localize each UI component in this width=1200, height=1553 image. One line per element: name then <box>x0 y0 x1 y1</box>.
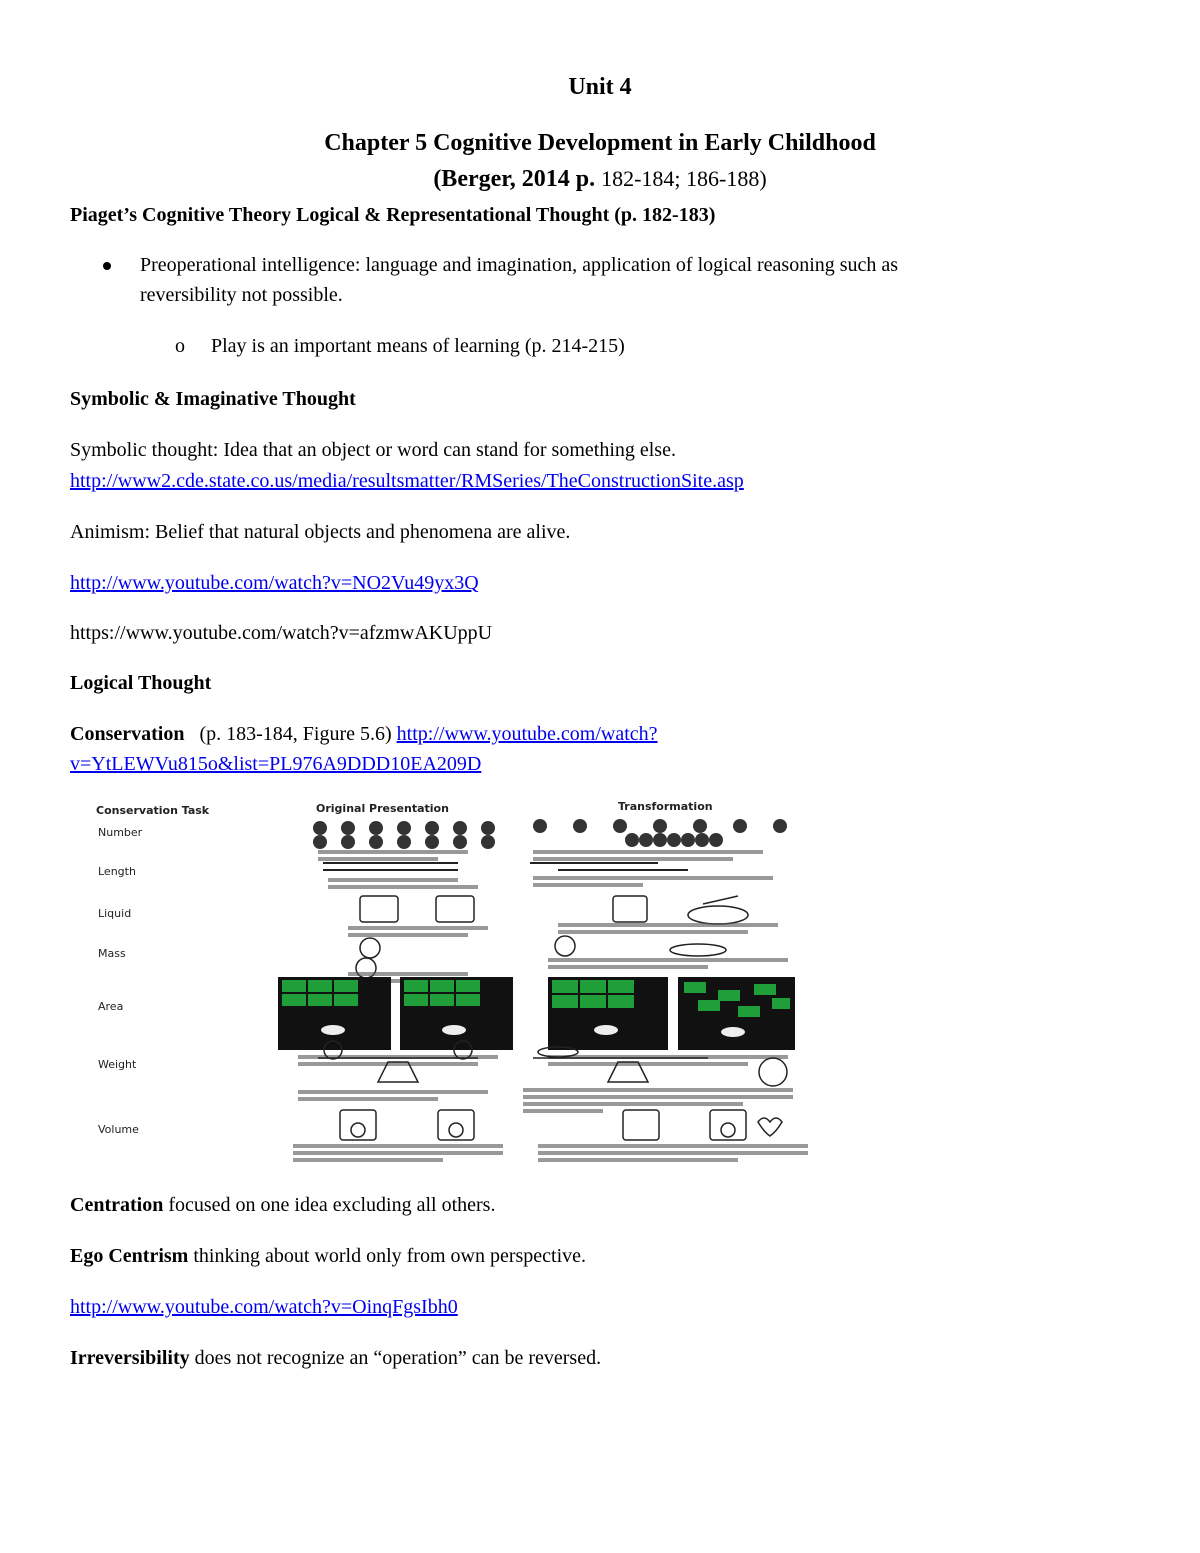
piaget-heading: Piaget’s Cognitive Theory Logical & Representational Thought (p. 182-183) <box>70 204 716 226</box>
chapter-title: Chapter 5 Cognitive Development in Early Childhood <box>324 130 876 156</box>
centration-text: focused on one idea excluding all others. <box>168 1194 496 1216</box>
citation-author: (Berger, 2014 p. <box>433 166 596 192</box>
figure-col-task: Conservation Task <box>96 804 210 817</box>
conservation-ref: (p. 183-184, Figure 5.6) <box>199 723 392 745</box>
conservation-line <box>70 723 658 746</box>
area-transform-panels <box>548 977 795 1050</box>
weight-original-scale <box>318 1041 478 1082</box>
construction-site-link[interactable]: http://www2.cde.state.co.us/media/resultsmatter/RMSeries/TheConstructionSite.asp <box>70 470 744 492</box>
row-label-area: Area <box>98 1000 124 1013</box>
row-label-volume: Volume <box>98 1123 139 1136</box>
figure-col-transform: Transformation <box>618 800 713 813</box>
citation <box>0 166 1200 193</box>
weight-transform-scale <box>533 1047 787 1086</box>
ego-centrism-video-link[interactable]: http://www.youtube.com/watch?v=OinqFgsIbh0 <box>70 1296 458 1318</box>
animism-video-link-2: https://www.youtube.com/watch?v=afzmwAKUppU <box>70 622 493 644</box>
row-label-length: Length <box>98 865 136 878</box>
bullet-line-2: reversibility not possible. <box>140 284 343 306</box>
row-label-weight: Weight <box>98 1058 137 1071</box>
sub-bullet-marker: o <box>175 335 185 357</box>
volume-transform-glasses <box>623 1110 782 1140</box>
length-original-sticks <box>323 863 458 870</box>
unit-title: Unit 4 <box>568 74 632 100</box>
logical-heading: Logical Thought <box>70 672 212 694</box>
animism-video-link-1[interactable]: http://www.youtube.com/watch?v=NO2Vu49yx3Q <box>70 572 479 594</box>
number-original-pennies <box>313 821 495 849</box>
irreversibility-term: Irreversibility <box>70 1347 190 1369</box>
bullet-line-1: Preoperational intelligence: language and imagination, application of logical reasoning such as <box>140 254 899 276</box>
length-transform-sticks <box>530 863 688 870</box>
sub-bullet-text: Play is an important means of learning (p. 214-215) <box>211 335 625 357</box>
ego-centrism-text: thinking about world only from own perspective. <box>193 1245 587 1267</box>
centration-line <box>70 1194 495 1217</box>
figure-col-original: Original Presentation <box>316 802 449 815</box>
liquid-original-glasses <box>360 896 474 922</box>
animism-definition: Animism: Belief that natural objects and phenomena are alive. <box>70 521 571 543</box>
liquid-transform-glasses <box>613 896 748 924</box>
conservation-video-link[interactable]: http://www.youtube.com/watch? <box>396 723 658 745</box>
conservation-figure-svg <box>78 800 818 1165</box>
symbolic-heading: Symbolic & Imaginative Thought <box>70 388 356 410</box>
conservation-figure <box>78 800 818 1165</box>
area-original-panels <box>278 977 513 1050</box>
ego-centrism-line <box>70 1245 586 1268</box>
symbolic-definition: Symbolic thought: Idea that an object or word can stand for something else. <box>70 439 676 461</box>
bullet-dot <box>103 262 111 270</box>
mass-transform-balls <box>555 936 726 956</box>
conservation-video-link-cont[interactable]: v=YtLEWVu815o&list=PL976A9DDD10EA209D <box>70 753 482 775</box>
row-label-liquid: Liquid <box>98 907 132 920</box>
irreversibility-line <box>70 1347 601 1370</box>
irreversibility-text: does not recognize an “operation” can be reversed. <box>194 1347 602 1369</box>
ego-centrism-term: Ego Centrism <box>70 1245 189 1267</box>
number-transform-pennies <box>533 819 787 847</box>
citation-pages: 182-184; 186-188) <box>601 166 767 191</box>
row-label-mass: Mass <box>98 947 126 960</box>
volume-original-glasses <box>340 1110 474 1140</box>
row-label-number: Number <box>98 826 143 839</box>
centration-term: Centration <box>70 1194 164 1216</box>
conservation-term: Conservation <box>70 723 185 745</box>
